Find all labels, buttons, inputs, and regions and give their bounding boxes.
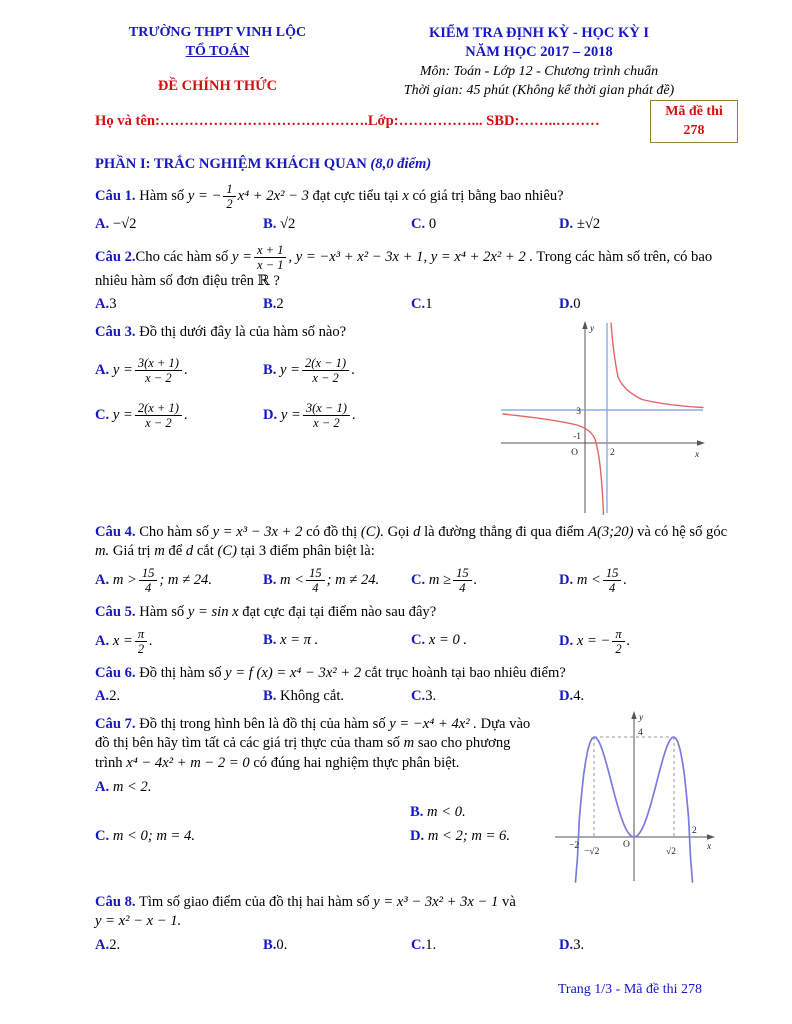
math-fragment: y = x³ − 3x² + 3x − 1: [373, 893, 499, 910]
answer-key: A.: [95, 779, 110, 796]
duration-line: Thời gian: 45 phút (Không kể thời gian phát đề): [403, 82, 675, 98]
answer-option-b: [263, 687, 411, 707]
answer-key: A.: [95, 362, 110, 379]
answers-q4: [95, 566, 738, 595]
answer-option-d: [559, 566, 738, 595]
answer-key: B.: [263, 632, 277, 649]
answer-key: B.: [263, 571, 277, 588]
question-text: Đồ thị trong hình bên là đồ thị của hàm số: [139, 715, 386, 732]
answer-key: B.: [263, 296, 277, 313]
answer-text: 3.: [573, 936, 585, 953]
answer-option-c: [411, 215, 559, 235]
question-text: Giá trị: [112, 543, 151, 560]
answer-option-c: [411, 687, 559, 707]
tick-label-sqrt2: √2: [666, 846, 676, 857]
answer-text: ; m ≠ 24.: [159, 571, 213, 588]
answer-key: C.: [411, 936, 426, 953]
answer-text: 1.: [425, 936, 437, 953]
question-3: [95, 323, 493, 343]
math-fragment: y = sin x: [187, 604, 239, 620]
answer-option-d: [559, 627, 738, 656]
answer-key: D.: [559, 936, 574, 953]
math-fragment: x⁴ − 4x² + m − 2 = 0: [126, 754, 250, 771]
answer-option-c: [95, 401, 263, 430]
answer-key: D.: [559, 571, 574, 588]
answer-text: 2.: [109, 936, 121, 953]
question-3-block: [95, 315, 738, 515]
answer-option-d: [559, 687, 738, 707]
answer-text: 0: [428, 216, 437, 233]
fraction-numerator: x + 1: [254, 243, 286, 258]
answer-option-a: [95, 778, 410, 798]
answer-option-b: [410, 803, 535, 823]
department-name: TỔ TOÁN: [185, 43, 250, 59]
math-fragment: m.: [95, 543, 110, 560]
answers-q5: [95, 627, 738, 656]
question-6: [95, 664, 738, 684]
answer-text: −√2: [112, 216, 137, 233]
question-text: Cho hàm số: [139, 523, 209, 540]
answers-q3: [95, 356, 493, 430]
y-axis-label: y: [590, 323, 595, 334]
question-2: [95, 243, 738, 292]
page-footer: Trang 1/3 - Mã đề thi 278: [557, 982, 702, 998]
answer-math: y =: [112, 362, 133, 379]
answer-option-b: [263, 215, 411, 235]
answer-option-c: [411, 936, 559, 956]
answer-key: C.: [95, 828, 110, 845]
answer-key: A.: [95, 688, 110, 705]
answer-option-d: [410, 827, 535, 847]
question-text: là đường thẳng đi qua điểm: [424, 523, 585, 540]
y-axis-arrow: [631, 711, 636, 719]
math-fragment: , y = −x³ + x² − 3x + 1, y = x⁴ + 2x² + 2 .: [288, 248, 533, 265]
answer-option-a: [95, 215, 263, 235]
answer-key: C.: [95, 407, 110, 424]
math-fragment: y = −: [187, 188, 222, 205]
answer-option-c: [95, 827, 410, 847]
exam-code-label: Mã đề thi: [665, 104, 723, 120]
tick-label-minus-1: -1: [573, 431, 581, 442]
answers-q8: [95, 936, 738, 956]
question-text: để: [168, 543, 183, 560]
question-5: [95, 603, 738, 623]
answer-text: x = 0 .: [428, 632, 468, 649]
answer-option-c: [411, 295, 559, 315]
math-fragment: y = f (x) = x⁴ − 3x² + 2: [225, 664, 362, 681]
answer-option-a: [95, 936, 263, 956]
answer-math: m >: [112, 571, 137, 588]
answer-key: C.: [411, 571, 426, 588]
answer-text: .: [351, 407, 356, 424]
x-axis-arrow: [697, 440, 705, 445]
question-text: và: [502, 893, 516, 910]
math-fragment: m: [154, 543, 165, 560]
answer-key: C.: [411, 632, 426, 649]
fraction: [223, 182, 235, 211]
fraction-denominator: x − 1: [257, 257, 284, 272]
answer-option-a: [95, 356, 263, 385]
answer-key: D.: [559, 296, 574, 313]
math-fragment: x: [402, 188, 409, 205]
answer-option-d: [263, 401, 493, 430]
answer-key: B.: [410, 803, 424, 820]
question-number: Câu 5.: [95, 604, 136, 620]
school-name: TRƯỜNG THPT VINH LỘC: [128, 25, 307, 40]
answer-text: 2: [276, 296, 284, 313]
tick-label-minus-2: −2: [569, 840, 580, 851]
math-fragment: (C).: [360, 523, 384, 540]
answer-option-a: [95, 566, 263, 595]
math-fragment: x⁴ + 2x² − 3: [237, 188, 309, 205]
question-1: [95, 182, 738, 211]
student-info-line: Họ và tên:…………………………………….Lớp:……………... SBD:……..………: [95, 113, 600, 130]
origin-label: O: [623, 839, 630, 850]
answers-q7: [95, 778, 535, 847]
answer-key: A.: [95, 216, 110, 233]
header-left: [95, 24, 340, 100]
math-fragment: y =: [232, 248, 252, 265]
question-number: Câu 6.: [95, 664, 136, 681]
section-points: (8,0 điểm): [370, 155, 432, 172]
answer-key: D.: [559, 632, 574, 649]
question-4: [95, 523, 738, 562]
answer-option-a: [95, 627, 263, 656]
answer-option-b: [263, 936, 411, 956]
question-number: Câu 1.: [95, 188, 136, 205]
answer-text: x = π .: [280, 632, 319, 649]
answer-text: .: [149, 632, 153, 649]
tick-label-2: 2: [610, 447, 615, 458]
y-axis-label: y: [639, 712, 644, 723]
exam-type-label: ĐỀ CHÍNH THỨC: [157, 77, 278, 94]
math-fragment: y = x² − x − 1.: [95, 913, 182, 930]
math-fragment: A(3;20): [588, 523, 634, 540]
question-7: [95, 715, 535, 774]
math-fragment: d: [185, 543, 194, 560]
question-text: tại 3 điểm phân biệt là:: [240, 543, 375, 560]
quartic-graph: [549, 707, 721, 885]
fraction-denominator: 2: [226, 197, 233, 212]
question-text: Hàm số: [139, 604, 185, 620]
question-text: có đồ thị: [306, 523, 358, 540]
origin-label: O: [571, 447, 578, 458]
answer-text: 4.: [573, 688, 585, 705]
math-fragment: m: [403, 735, 415, 752]
question-text: Tìm số giao điểm của đồ thị hai hàm số: [138, 893, 370, 910]
answer-text: m < 0; m = 4.: [112, 828, 195, 845]
answer-text: m < 2; m = 6.: [427, 828, 510, 845]
question-number: Câu 2.: [95, 248, 136, 265]
answer-key: A.: [95, 936, 110, 953]
answer-option-d: [559, 215, 738, 235]
answer-text: .: [183, 362, 188, 379]
exam-code-box: [650, 100, 738, 142]
answer-math: x = −: [576, 632, 611, 649]
answer-key: C.: [411, 296, 426, 313]
answer-math: m <: [576, 571, 601, 588]
math-fragment: y = x³ − 3x + 2: [212, 523, 303, 540]
answer-option-c: [411, 631, 559, 651]
x-axis-arrow: [707, 834, 715, 839]
answer-text: 3.: [425, 688, 437, 705]
answers-q2: [95, 295, 738, 315]
question-3-content: [95, 315, 493, 431]
answer-key: D.: [410, 828, 425, 845]
question-text: Cho các hàm số: [135, 248, 229, 265]
question-text: đạt cực tiểu tại: [312, 188, 399, 205]
answer-key: D.: [263, 407, 278, 424]
question-text: cắt trục hoành tại bao nhiêu điểm?: [364, 664, 566, 681]
question-number: Câu 3.: [95, 323, 136, 340]
question-text: và có hệ số góc: [637, 523, 728, 540]
answer-key: D.: [559, 216, 574, 233]
fraction: $\frac{15}{4}$: [306, 566, 325, 595]
fraction: $\frac{15}{4}$: [453, 566, 472, 595]
section-title: [95, 155, 738, 175]
section-title-text: PHẦN I: TRẮC NGHIỆM KHÁCH QUAN: [95, 155, 367, 172]
school-year: NĂM HỌC 2017 – 2018: [465, 44, 613, 61]
fraction: $\frac{15}{4}$: [603, 566, 622, 595]
question-number: Câu 8.: [95, 893, 136, 910]
subject-line: Môn: Toán - Lớp 12 - Chương trình chuẩn: [419, 63, 659, 79]
exam-title: KIỂM TRA ĐỊNH KỲ - HỌC KỲ I: [428, 25, 650, 41]
y-axis-arrow: [582, 321, 587, 329]
fraction-numerator: 1: [223, 182, 235, 197]
answer-math: y =: [280, 362, 301, 379]
answer-text: .: [473, 571, 478, 588]
answer-text: ; m ≠ 24.: [326, 571, 380, 588]
math-fragment: (C): [217, 543, 237, 560]
x-axis-label: x: [695, 449, 700, 460]
answer-option-b: [263, 566, 411, 595]
answer-text: m < 0.: [427, 803, 466, 820]
answer-text: Không cắt.: [280, 688, 345, 705]
answer-key: D.: [559, 688, 574, 705]
answer-text: m < 2.: [112, 779, 152, 796]
question-text: Đồ thị dưới đây là của hàm số nào?: [139, 323, 347, 340]
question-text: Hàm số: [139, 188, 185, 205]
question-text: có đúng hai nghiệm thực phân biệt.: [253, 754, 460, 771]
answer-text: 2.: [109, 688, 121, 705]
math-fragment: d: [413, 523, 421, 540]
x-axis-label: x: [707, 841, 712, 852]
tick-label-2: 2: [692, 825, 697, 836]
answer-option-d: [559, 936, 738, 956]
answer-text: .: [623, 571, 628, 588]
answer-text: .: [183, 407, 188, 424]
answer-key: B.: [263, 362, 277, 379]
question-text: sao cho phương trình: [95, 735, 511, 771]
exam-code-value: 278: [683, 122, 705, 138]
question-number: Câu 7.: [95, 715, 136, 732]
question-text: cắt: [196, 543, 214, 560]
student-info-row: [95, 104, 738, 142]
answer-option-c: [411, 566, 559, 595]
answer-option-b: [263, 631, 411, 651]
answer-option-d: [559, 295, 738, 315]
answers-q1: [95, 215, 738, 235]
answer-option-b: [263, 356, 493, 385]
question-text: Gọi: [387, 523, 410, 540]
hyperbola-curve: [503, 323, 703, 515]
tick-label-minus-sqrt2: −√2: [584, 846, 600, 857]
question-7-content: [95, 707, 535, 847]
answer-math: y =: [280, 407, 301, 424]
answer-text: √2: [280, 216, 296, 233]
answer-option-b: [263, 295, 411, 315]
answer-math: m <: [280, 571, 305, 588]
fraction: $\frac{15}{4}$: [139, 566, 158, 595]
fraction: $\frac{\pi}{2}$: [135, 627, 147, 656]
answer-key: B.: [263, 936, 277, 953]
question-text: Dựa vào đồ thị bên hãy tìm tất cả các giá trị thực của tham số: [95, 715, 531, 752]
question-number: Câu 4.: [95, 523, 136, 540]
answer-text: 1: [425, 296, 433, 313]
question-text: Đồ thị hàm số: [139, 664, 222, 681]
hyperbola-graph: [497, 315, 709, 515]
answer-text: .: [626, 632, 631, 649]
fraction: $\frac{\pi}{2}$: [612, 627, 624, 656]
answer-math: x =: [112, 632, 133, 649]
header-right: [340, 24, 738, 100]
fraction: $\frac{2(x - 1)}{x - 2}$: [302, 356, 349, 385]
answer-text: .: [351, 362, 355, 379]
answer-text: 0: [573, 296, 581, 313]
tick-label-4: 4: [638, 727, 643, 738]
answer-option-a: [95, 295, 263, 315]
answer-key: C.: [411, 216, 426, 233]
fraction: $\frac{3(x + 1)}{x - 2}$: [135, 356, 182, 385]
answer-math: m ≥: [428, 571, 452, 588]
fraction: $\frac{3(x - 1)}{x - 2}$: [303, 401, 350, 430]
question-8: [95, 893, 738, 932]
exam-header: [95, 24, 738, 100]
question-text: có giá trị bằng bao nhiêu?: [412, 188, 564, 205]
answer-option-a: [95, 687, 263, 707]
question-7-block: [95, 707, 738, 885]
answer-key: A.: [95, 571, 110, 588]
answer-text: 0.: [276, 936, 288, 953]
math-fragment: y = −x⁴ + 4x² .: [389, 715, 477, 732]
answer-text: 3: [109, 296, 117, 313]
question-text: đạt cực đại tại điểm nào sau đây?: [242, 604, 437, 620]
answer-math: y =: [112, 407, 133, 424]
question-text: Trong các hàm số trên, có bao nhiêu hàm số đơn điệu trên ℝ ?: [95, 248, 713, 289]
answer-key: A.: [95, 296, 110, 313]
answer-key: C.: [411, 688, 426, 705]
tick-label-3: 3: [576, 406, 581, 417]
answer-text: ±√2: [576, 216, 601, 233]
answers-q6: [95, 687, 738, 707]
answer-key: B.: [263, 688, 277, 705]
fraction: $\frac{2(x + 1)}{x - 2}$: [135, 401, 182, 430]
fraction: [254, 243, 286, 272]
answer-key: A.: [95, 632, 110, 649]
answer-key: B.: [263, 216, 277, 233]
